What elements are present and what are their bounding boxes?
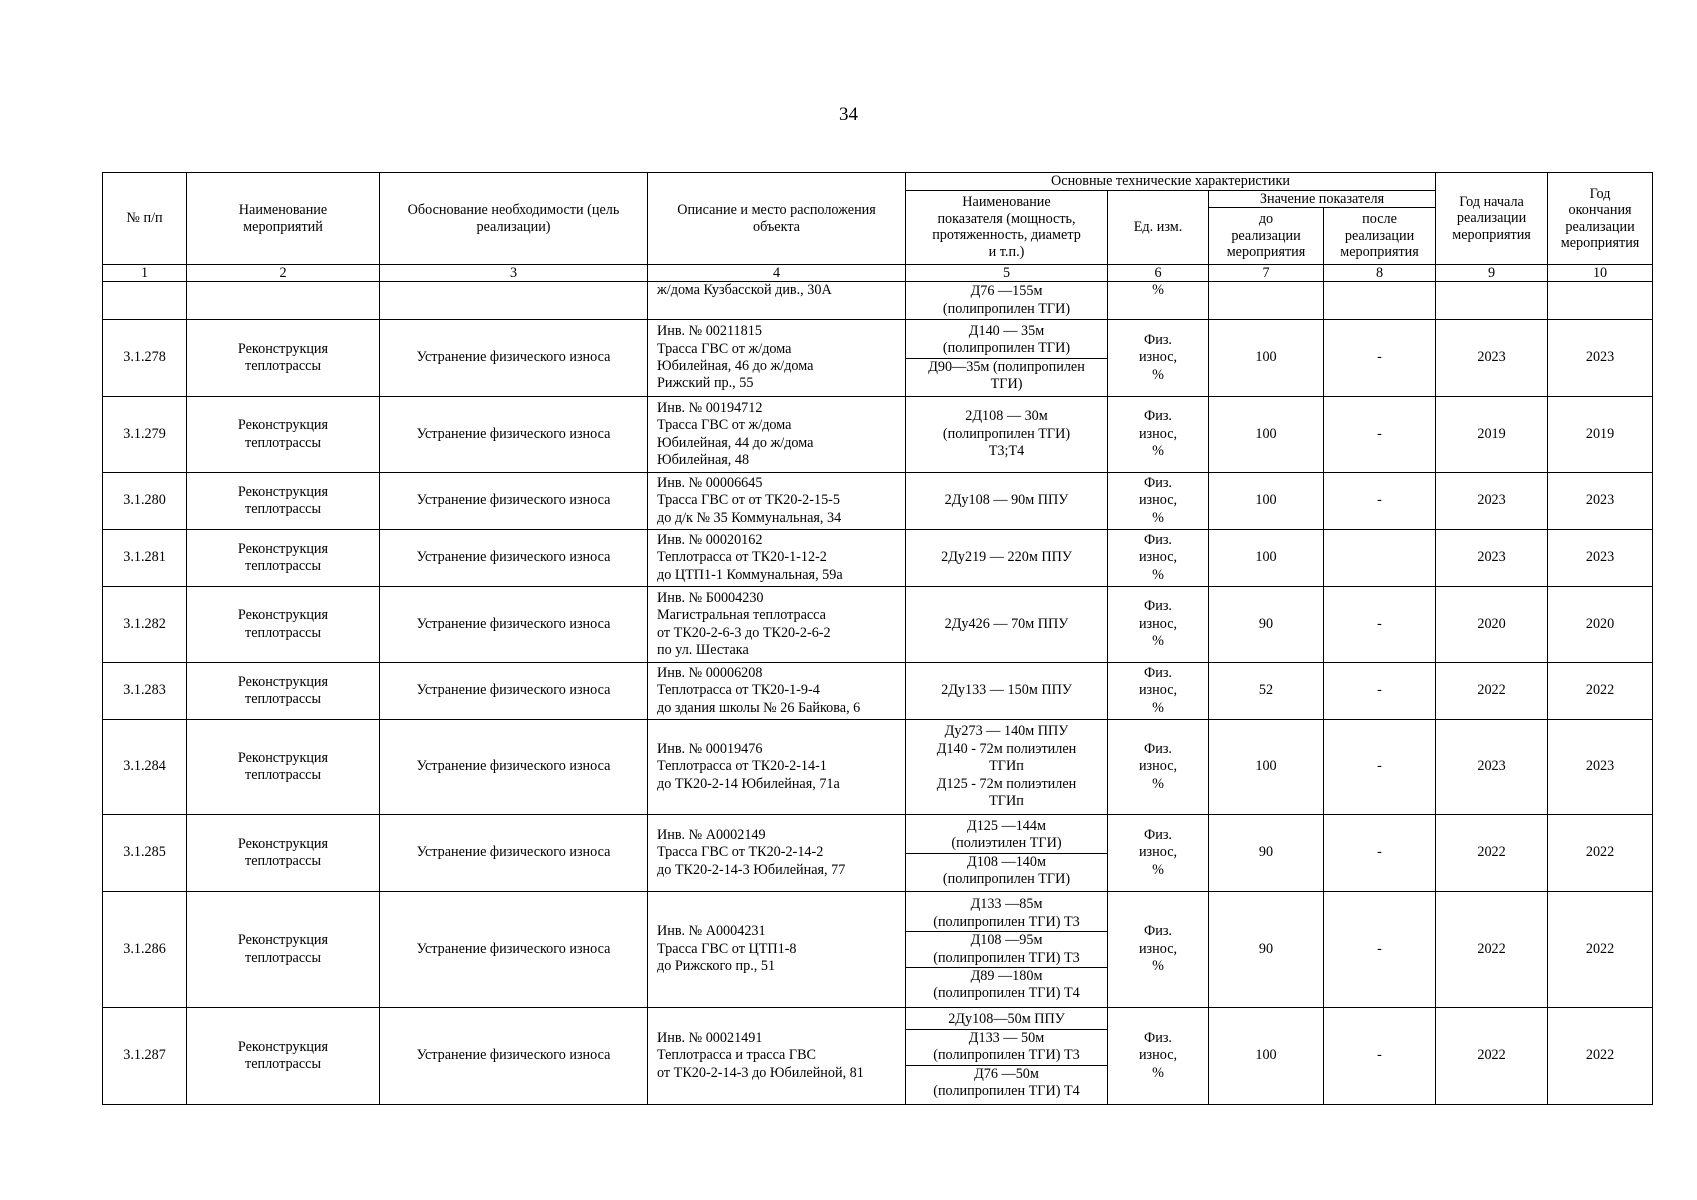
row-unit: Физ. износ, % <box>1108 320 1209 397</box>
indicator: 2Ду108—50м ППУ <box>948 1011 1065 1028</box>
row-before: 90 <box>1209 587 1324 663</box>
row-description: Инв. № 00194712 Трасса ГВС от ж/дома Юбилейная, 44 до ж/дома Юбилейная, 48 <box>648 397 906 473</box>
row-num: 3.1.283 <box>103 663 187 720</box>
column-number: 7 <box>1209 265 1324 282</box>
indicator: 2Ду426 — 70м ППУ <box>944 615 1069 632</box>
row-after <box>1324 282 1436 320</box>
column-number: 10 <box>1548 265 1653 282</box>
row-reason: Устранение физического износа <box>380 473 648 530</box>
row-description: Инв. № А0002149 Трасса ГВС от ТК20-2-14-2 до ТК20-2-14-3 Юбилейная, 77 <box>648 815 906 892</box>
column-number-row <box>103 265 1653 282</box>
row-before: 52 <box>1209 663 1324 720</box>
row-end-year: 2022 <box>1548 892 1653 1008</box>
row-description: Инв. № А0004231 Трасса ГВС от ЦТП1-8 до Рижского пр., 51 <box>648 892 906 1008</box>
row-after <box>1324 530 1436 587</box>
row-num: 3.1.285 <box>103 815 187 892</box>
row-before: 100 <box>1209 530 1324 587</box>
row-end-year <box>1548 282 1653 320</box>
row-start-year: 2020 <box>1436 587 1548 663</box>
row-indicators <box>906 397 1108 473</box>
column-number: 8 <box>1324 265 1436 282</box>
column-number: 1 <box>103 265 187 282</box>
row-description: Инв. № 00020162 Теплотрасса от ТК20-1-12-2 до ЦТП1-1 Коммунальная, 59а <box>648 530 906 587</box>
row-start-year: 2023 <box>1436 530 1548 587</box>
row-num: 3.1.279 <box>103 397 187 473</box>
table-row <box>103 720 1653 815</box>
row-start-year: 2019 <box>1436 397 1548 473</box>
table-row <box>103 587 1653 663</box>
row-name: Реконструкция теплотрассы <box>187 663 380 720</box>
row-description: Инв. № Б0004230 Магистральная теплотрасса от ТК20-2-6-3 до ТК20-2-6-2 по ул. Шестака <box>648 587 906 663</box>
row-after: - <box>1324 720 1436 815</box>
header-start-year: Год начала реализации мероприятия <box>1436 173 1548 265</box>
header-reason: Обоснование необходимости (цель реализации) <box>380 173 648 265</box>
row-indicators <box>906 892 1108 1008</box>
row-before <box>1209 282 1324 320</box>
row-end-year: 2023 <box>1548 530 1653 587</box>
indicator: Д140 — 35м (полипропилен ТГИ) <box>942 322 1071 357</box>
row-start-year: 2022 <box>1436 892 1548 1008</box>
table-row <box>103 320 1653 397</box>
row-num: 3.1.278 <box>103 320 187 397</box>
indicator: 2Ду133 — 150м ППУ <box>941 682 1072 699</box>
row-end-year: 2023 <box>1548 473 1653 530</box>
row-start-year: 2023 <box>1436 320 1548 397</box>
row-unit: Физ. износ, % <box>1108 1008 1209 1105</box>
row-reason <box>380 282 648 320</box>
row-unit: Физ. износ, % <box>1108 530 1209 587</box>
row-before: 90 <box>1209 815 1324 892</box>
page-number: 34 <box>839 104 858 125</box>
row-num: 3.1.280 <box>103 473 187 530</box>
row-indicators <box>906 320 1108 397</box>
table-row <box>103 815 1653 892</box>
indicator: Д133 — 50м (полипропилен ТГИ) Т3 <box>906 1029 1107 1065</box>
header-before: до реализации мероприятия <box>1209 208 1324 265</box>
row-after: - <box>1324 1008 1436 1105</box>
row-description: Инв. № 00019476 Теплотрасса от ТК20-2-14-1 до ТК20-2-14 Юбилейная, 71а <box>648 720 906 815</box>
row-end-year: 2022 <box>1548 663 1653 720</box>
row-after: - <box>1324 663 1436 720</box>
row-after: - <box>1324 320 1436 397</box>
row-num <box>103 282 187 320</box>
row-before: 100 <box>1209 397 1324 473</box>
header-value-group: Значение показателя <box>1209 190 1436 208</box>
row-reason: Устранение физического износа <box>380 720 648 815</box>
row-before: 100 <box>1209 1008 1324 1105</box>
header-name: Наименование мероприятий <box>187 173 380 265</box>
row-num: 3.1.287 <box>103 1008 187 1105</box>
table-row <box>103 663 1653 720</box>
table-row <box>103 473 1653 530</box>
header-description: Описание и место расположения объекта <box>648 173 906 265</box>
row-indicators <box>906 815 1108 892</box>
indicator: 2Ду219 — 220м ППУ <box>941 549 1072 566</box>
row-reason: Устранение физического износа <box>380 587 648 663</box>
indicator: Д76 —155м (полипропилен ТГИ) <box>942 283 1071 317</box>
indicator: Д108 —140м (полипропилен ТГИ) <box>906 853 1107 888</box>
indicator: Ду273 — 140м ППУ Д140 - 72м полиэтилен ТГИп Д125 - 72м полиэтилен ТГИп <box>936 723 1077 810</box>
row-description: Инв. № 00211815 Трасса ГВС от ж/дома Юбилейная, 46 до ж/дома Рижский пр., 55 <box>648 320 906 397</box>
indicator: 2Ду108 — 90м ППУ <box>944 492 1069 509</box>
row-end-year: 2022 <box>1548 815 1653 892</box>
row-after: - <box>1324 587 1436 663</box>
column-number: 6 <box>1108 265 1209 282</box>
row-name: Реконструкция теплотрассы <box>187 397 380 473</box>
row-reason: Устранение физического износа <box>380 892 648 1008</box>
table-row <box>103 282 1653 320</box>
row-end-year: 2023 <box>1548 320 1653 397</box>
row-unit: Физ. износ, % <box>1108 397 1209 473</box>
row-unit: Физ. износ, % <box>1108 720 1209 815</box>
table-row <box>103 892 1653 1008</box>
row-start-year: 2023 <box>1436 720 1548 815</box>
table-row <box>103 530 1653 587</box>
table-row <box>103 1008 1653 1105</box>
row-unit: % <box>1108 282 1209 320</box>
row-reason: Устранение физического износа <box>380 815 648 892</box>
column-number: 2 <box>187 265 380 282</box>
indicator: Д90—35м (полипропилен ТГИ) <box>906 358 1107 393</box>
header-num: № п/п <box>103 173 187 265</box>
row-end-year: 2023 <box>1548 720 1653 815</box>
row-before: 90 <box>1209 892 1324 1008</box>
indicator: Д133 —85м (полипропилен ТГИ) Т3 <box>933 896 1080 930</box>
row-after: - <box>1324 397 1436 473</box>
row-start-year: 2022 <box>1436 1008 1548 1105</box>
row-num: 3.1.284 <box>103 720 187 815</box>
row-name: Реконструкция теплотрассы <box>187 473 380 530</box>
row-before: 100 <box>1209 473 1324 530</box>
row-description: Инв. № 00006208 Теплотрасса от ТК20-1-9-4 до здания школы № 26 Байкова, 6 <box>648 663 906 720</box>
column-number: 9 <box>1436 265 1548 282</box>
indicator: Д108 —95м (полипропилен ТГИ) Т3 <box>906 932 1107 968</box>
row-indicators <box>906 282 1108 320</box>
row-name: Реконструкция теплотрассы <box>187 587 380 663</box>
row-unit: Физ. износ, % <box>1108 473 1209 530</box>
row-unit: Физ. износ, % <box>1108 892 1209 1008</box>
row-after: - <box>1324 815 1436 892</box>
indicator: Д89 —180м (полипропилен ТГИ) Т4 <box>906 967 1107 1002</box>
row-indicators <box>906 473 1108 530</box>
header-indicator: Наименование показателя (мощность, протяженность, диаметр и т.п.) <box>906 190 1108 265</box>
column-number: 3 <box>380 265 648 282</box>
row-end-year: 2022 <box>1548 1008 1653 1105</box>
header-end-year: Год окончания реализации мероприятия <box>1548 173 1653 265</box>
row-name: Реконструкция теплотрассы <box>187 530 380 587</box>
row-name: Реконструкция теплотрассы <box>187 720 380 815</box>
indicator: Д125 —144м (полиэтилен ТГИ) <box>951 817 1062 852</box>
header-unit: Ед. изм. <box>1108 190 1209 265</box>
row-start-year: 2022 <box>1436 663 1548 720</box>
row-num: 3.1.282 <box>103 587 187 663</box>
row-reason: Устранение физического износа <box>380 1008 648 1105</box>
header-tech-group: Основные технические характеристики <box>906 173 1436 191</box>
row-name: Реконструкция теплотрассы <box>187 1008 380 1105</box>
row-reason: Устранение физического износа <box>380 397 648 473</box>
row-before: 100 <box>1209 320 1324 397</box>
column-number: 5 <box>906 265 1108 282</box>
row-description: Инв. № 00021491 Теплотрасса и трасса ГВС от ТК20-2-14-3 до Юбилейной, 81 <box>648 1008 906 1105</box>
row-unit: Физ. износ, % <box>1108 587 1209 663</box>
row-after: - <box>1324 473 1436 530</box>
column-number: 4 <box>648 265 906 282</box>
row-after: - <box>1324 892 1436 1008</box>
row-name <box>187 282 380 320</box>
indicator: Д76 —50м (полипропилен ТГИ) Т4 <box>906 1065 1107 1100</box>
header-after: после реализации мероприятия <box>1324 208 1436 265</box>
investment-table <box>102 172 1653 1105</box>
row-reason: Устранение физического износа <box>380 320 648 397</box>
row-end-year: 2019 <box>1548 397 1653 473</box>
row-indicators <box>906 663 1108 720</box>
row-indicators <box>906 530 1108 587</box>
row-unit: Физ. износ, % <box>1108 815 1209 892</box>
row-indicators <box>906 1008 1108 1105</box>
row-name: Реконструкция теплотрассы <box>187 892 380 1008</box>
row-description: Инв. № 00006645 Трасса ГВС от от ТК20-2-15-5 до д/к № 35 Коммунальная, 34 <box>648 473 906 530</box>
row-start-year: 2023 <box>1436 473 1548 530</box>
row-end-year: 2020 <box>1548 587 1653 663</box>
row-start-year <box>1436 282 1548 320</box>
row-reason: Устранение физического износа <box>380 530 648 587</box>
row-name: Реконструкция теплотрассы <box>187 815 380 892</box>
row-start-year: 2022 <box>1436 815 1548 892</box>
row-num: 3.1.281 <box>103 530 187 587</box>
indicator: 2Д108 — 30м (полипропилен ТГИ) Т3;Т4 <box>942 408 1071 460</box>
row-indicators <box>906 587 1108 663</box>
row-reason: Устранение физического износа <box>380 663 648 720</box>
table-row <box>103 397 1653 473</box>
row-name: Реконструкция теплотрассы <box>187 320 380 397</box>
row-num: 3.1.286 <box>103 892 187 1008</box>
row-before: 100 <box>1209 720 1324 815</box>
row-indicators <box>906 720 1108 815</box>
row-description: ж/дома Кузбасской див., 30А <box>648 282 906 320</box>
row-unit: Физ. износ, % <box>1108 663 1209 720</box>
